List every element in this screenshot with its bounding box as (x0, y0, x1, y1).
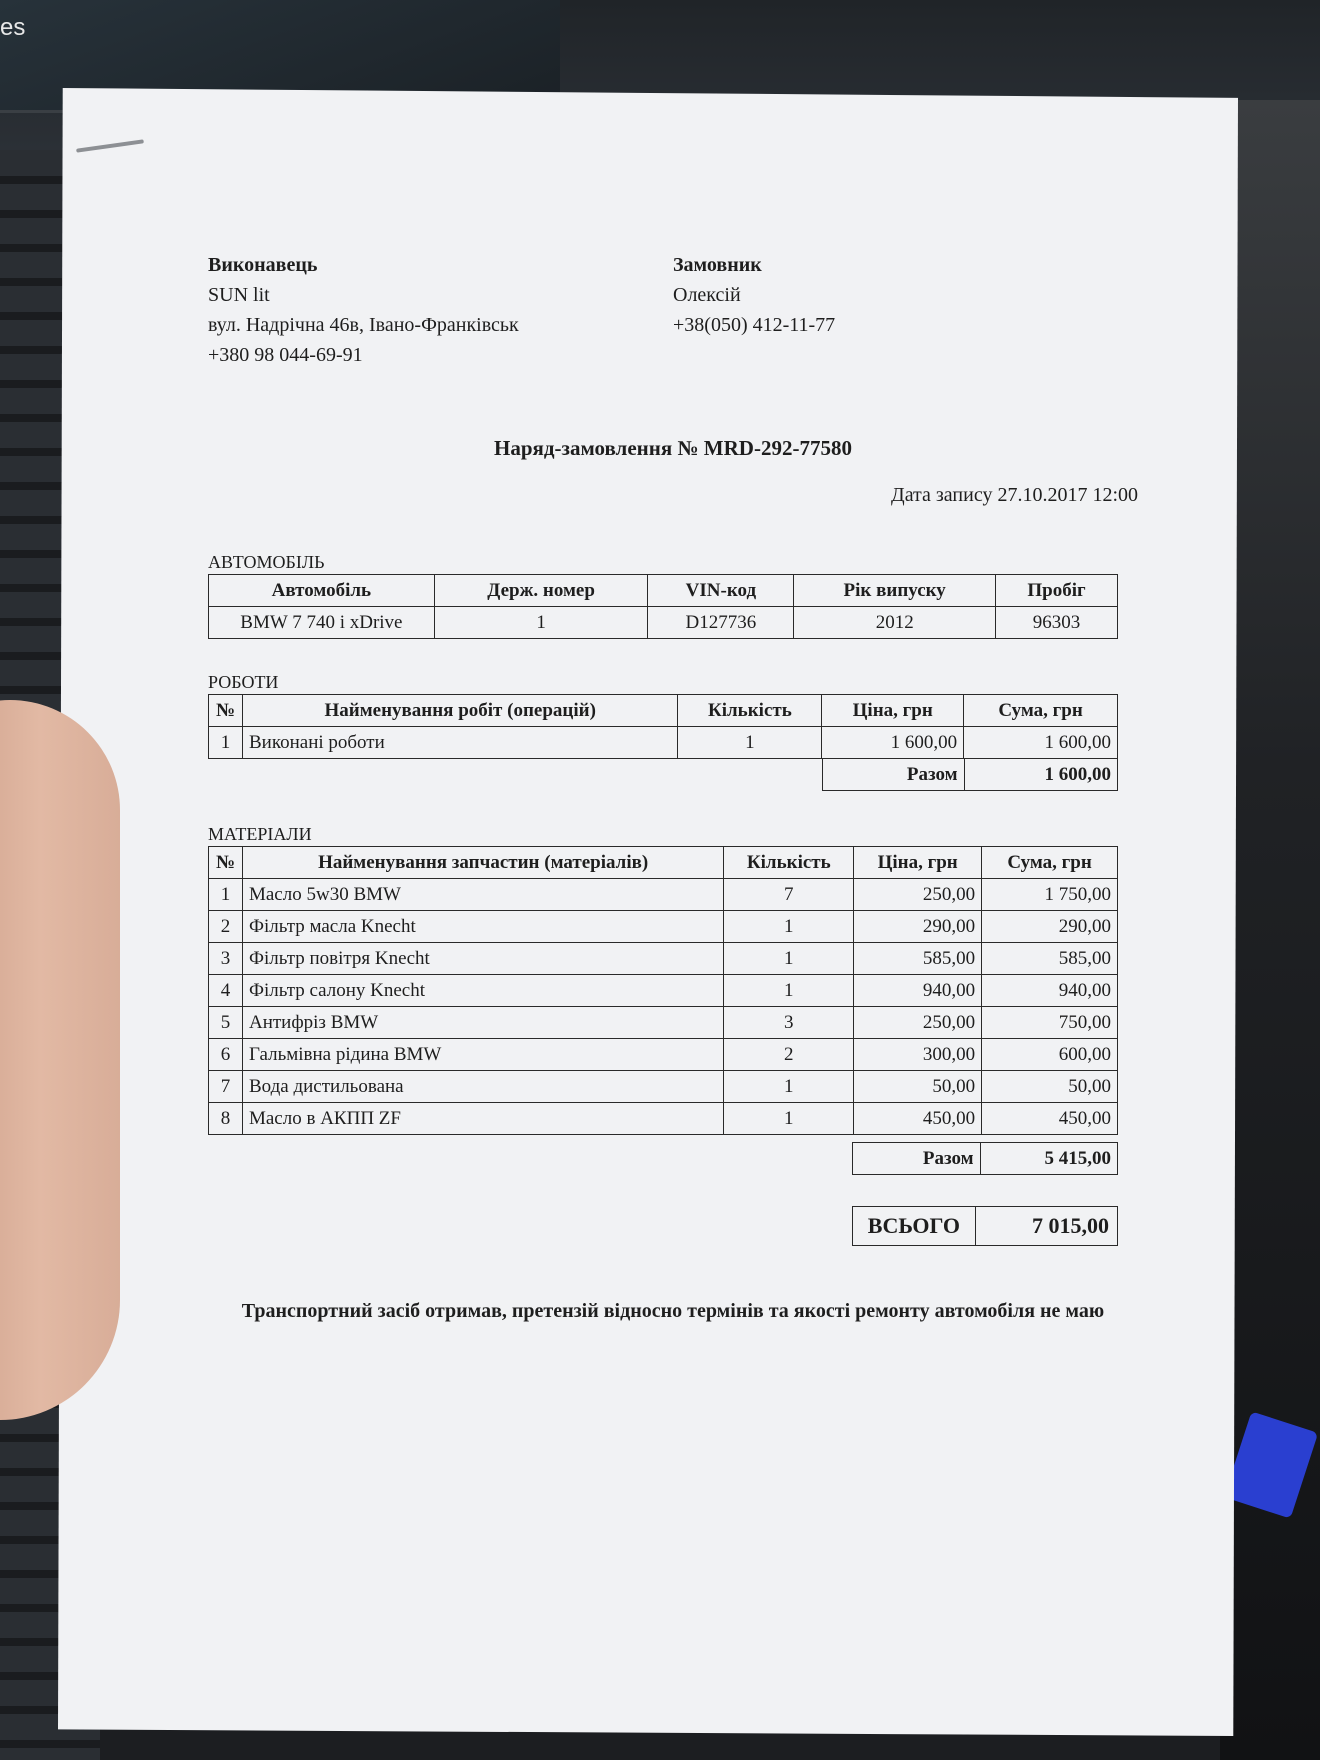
materials-cell-name: Антифріз BMW (242, 1007, 723, 1039)
table-row (209, 727, 1118, 759)
executor-name: SUN lit (208, 284, 270, 306)
works-header-qty: Кількість (678, 695, 822, 727)
materials-cell-price: 585,00 (854, 943, 982, 975)
works-section-label: РОБОТИ (208, 672, 279, 692)
table-row (209, 879, 1118, 911)
works-cell-number: 1 (209, 727, 243, 759)
materials-section-label: МАТЕРІАЛИ (208, 824, 312, 844)
materials-cell-name: Фільтр повітря Knecht (242, 943, 723, 975)
grand-total (852, 1206, 1118, 1246)
materials-cell-sum: 450,00 (982, 1103, 1118, 1135)
table-row (209, 911, 1118, 943)
materials-cell-qty: 1 (724, 975, 854, 1007)
materials-cell-number: 8 (209, 1103, 243, 1135)
table-row (209, 1071, 1118, 1103)
car-header-mileage: Пробіг (996, 575, 1118, 607)
works-header-number: № (209, 695, 243, 727)
customer-block (673, 250, 835, 340)
works-cell-price: 1 600,00 (822, 727, 964, 759)
car-model: BMW 7 740 i xDrive (209, 607, 435, 639)
materials-cell-number: 7 (209, 1071, 243, 1103)
materials-cell-name: Масло 5w30 BMW (242, 879, 723, 911)
car-vin: D127736 (648, 607, 794, 639)
materials-total-label: Разом (853, 1143, 981, 1175)
materials-cell-number: 5 (209, 1007, 243, 1039)
materials-cell-price: 50,00 (854, 1071, 982, 1103)
materials-header-name: Найменування запчастин (матеріалів) (242, 847, 723, 879)
materials-header-number: № (209, 847, 243, 879)
materials-cell-qty: 7 (724, 879, 854, 911)
materials-cell-name: Масло в АКПП ZF (242, 1103, 723, 1135)
materials-cell-qty: 1 (724, 1103, 854, 1135)
materials-cell-qty: 2 (724, 1039, 854, 1071)
materials-cell-price: 250,00 (854, 879, 982, 911)
customer-title: Замовник (673, 254, 762, 276)
executor-phone: +380 98 044-69-91 (208, 344, 363, 366)
materials-cell-name: Фільтр салону Knecht (242, 975, 723, 1007)
materials-cell-sum: 1 750,00 (982, 879, 1118, 911)
materials-cell-sum: 600,00 (982, 1039, 1118, 1071)
materials-cell-price: 290,00 (854, 911, 982, 943)
works-cell-sum: 1 600,00 (964, 727, 1118, 759)
customer-name: Олексій (673, 284, 741, 306)
car-mileage: 96303 (996, 607, 1118, 639)
table-row (209, 1103, 1118, 1135)
table-row (209, 1007, 1118, 1039)
table-row (209, 1039, 1118, 1071)
record-date: Дата запису 27.10.2017 12:00 (891, 484, 1138, 506)
grand-total-value: 7 015,00 (975, 1207, 1117, 1246)
table-row (209, 975, 1118, 1007)
works-total (822, 758, 1118, 791)
materials-header-qty: Кількість (724, 847, 854, 879)
materials-cell-qty: 1 (724, 1071, 854, 1103)
executor-block (208, 250, 519, 370)
materials-header-sum: Сума, грн (982, 847, 1118, 879)
car-plate: 1 (434, 607, 648, 639)
works-cell-qty: 1 (678, 727, 822, 759)
materials-total-value: 5 415,00 (980, 1143, 1117, 1175)
materials-cell-number: 6 (209, 1039, 243, 1071)
materials-cell-number: 3 (209, 943, 243, 975)
car-table (208, 574, 1118, 639)
materials-cell-price: 450,00 (854, 1103, 982, 1135)
car-header-year: Рік випуску (794, 575, 996, 607)
materials-cell-sum: 940,00 (982, 975, 1118, 1007)
car-display-text: es (0, 14, 26, 41)
footer-note: Транспортний засіб отримав, претензій відносно термінів та якості ремонту автомобіля не маю (241, 1300, 1105, 1322)
works-table (208, 694, 1118, 759)
works-header-price: Ціна, грн (822, 695, 964, 727)
materials-cell-qty: 1 (724, 943, 854, 975)
materials-cell-sum: 585,00 (982, 943, 1118, 975)
works-total-label: Разом (823, 759, 965, 791)
materials-cell-price: 250,00 (854, 1007, 982, 1039)
works-total-value: 1 600,00 (964, 759, 1117, 791)
grand-total-label: ВСЬОГО (853, 1207, 976, 1246)
works-cell-name: Виконані роботи (242, 727, 677, 759)
works-header-name: Найменування робіт (операцій) (242, 695, 677, 727)
materials-cell-sum: 750,00 (982, 1007, 1118, 1039)
car-year: 2012 (794, 607, 996, 639)
materials-header-price: Ціна, грн (854, 847, 982, 879)
materials-cell-qty: 1 (724, 911, 854, 943)
works-header-sum: Сума, грн (964, 695, 1118, 727)
materials-table (208, 846, 1118, 1135)
hand (0, 700, 120, 1420)
materials-cell-qty: 3 (724, 1007, 854, 1039)
materials-cell-sum: 290,00 (982, 911, 1118, 943)
order-title: Наряд-замовлення № MRD-292-77580 (494, 436, 852, 460)
materials-cell-sum: 50,00 (982, 1071, 1118, 1103)
customer-phone: +38(050) 412-11-77 (673, 314, 836, 336)
materials-cell-number: 2 (209, 911, 243, 943)
car-header-plate: Держ. номер (434, 575, 648, 607)
car-section-label: АВТОМОБІЛЬ (208, 552, 325, 572)
materials-cell-name: Вода дистильована (242, 1071, 723, 1103)
materials-cell-name: Гальмівна рідина BMW (242, 1039, 723, 1071)
materials-cell-number: 4 (209, 975, 243, 1007)
materials-cell-price: 940,00 (854, 975, 982, 1007)
table-row (209, 607, 1118, 639)
materials-cell-price: 300,00 (854, 1039, 982, 1071)
car-header-vin: VIN-код (648, 575, 794, 607)
table-row (209, 943, 1118, 975)
materials-cell-name: Фільтр масла Knecht (242, 911, 723, 943)
car-header-model: Автомобіль (209, 575, 435, 607)
executor-title: Виконавець (208, 254, 318, 276)
materials-cell-number: 1 (209, 879, 243, 911)
materials-total (852, 1142, 1118, 1175)
executor-address: вул. Надрічна 46в, Івано-Франківськ (208, 314, 519, 336)
